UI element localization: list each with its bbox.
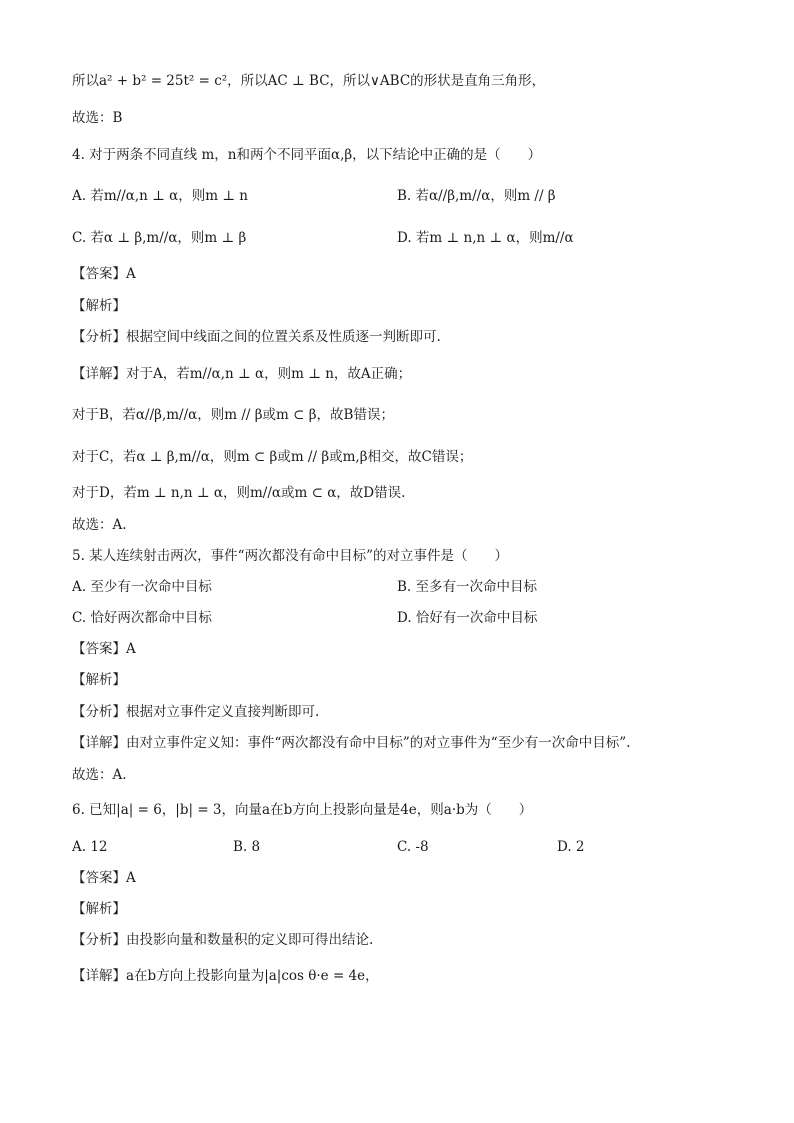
analysis-label: 【解析】	[72, 672, 126, 688]
detail-text: 【详解】a在b方向上投影向量为|a|cos θ·e = 4e，	[72, 968, 379, 984]
option-d: D. 2	[557, 839, 585, 855]
option-d: D. 若m ⊥ n,n ⊥ α，则m//α	[397, 230, 574, 246]
detail-text: 对于D，若m ⊥ n,n ⊥ α，则m//α或m ⊂ α，故D错误.	[72, 485, 406, 501]
question-5: 5. 某人连续射击两次，事件“两次都没有命中目标”的对立事件是（ ）	[72, 548, 508, 564]
option-a: A. 至少有一次命中目标	[72, 579, 212, 595]
option-c: C. 若α ⊥ β,m//α，则m ⊥ β	[72, 230, 247, 246]
detail-text: 【详解】对于A，若m//α,n ⊥ α，则m ⊥ n，故A正确；	[72, 366, 412, 382]
analysis-label: 【解析】	[72, 901, 126, 917]
detail-text: 【详解】由对立事件定义知：事件“两次都没有命中目标”的对立事件为“至少有一次命中目标”.	[72, 735, 631, 751]
option-c: C. -8	[397, 839, 429, 855]
analysis-label: 【解析】	[72, 298, 126, 314]
option-a: A. 12	[72, 839, 108, 855]
analysis-text: 【分析】根据对立事件定义直接判断即可.	[72, 704, 320, 720]
text-line: 所以a² + b² = 25t² = c²，所以AC ⊥ BC，所以∨ABC的形状是直角三角形，	[72, 73, 546, 89]
question-6: 6. 已知|a| = 6，|b| = 3，向量a在b方向上投影向量是4e，则a·b为（ ）	[72, 802, 533, 818]
answer-label: 【答案】A	[72, 641, 136, 657]
detail-text: 对于C，若α ⊥ β,m//α，则m ⊂ β或m // β或m,β相交，故C错误；	[72, 449, 473, 465]
analysis-text: 【分析】由投影向量和数量积的定义即可得出结论.	[72, 932, 374, 948]
option-b: B. 若α//β,m//α，则m // β	[397, 188, 556, 204]
option-d: D. 恰好有一次命中目标	[397, 610, 538, 626]
choice-line: 故选：A.	[72, 767, 127, 783]
option-c: C. 恰好两次都命中目标	[72, 610, 212, 626]
choice-line: 故选：A.	[72, 517, 127, 533]
answer-label: 【答案】A	[72, 266, 136, 282]
question-4: 4. 对于两条不同直线 m，n和两个不同平面α,β，以下结论中正确的是（ ）	[72, 147, 542, 163]
answer-label: 【答案】A	[72, 870, 136, 886]
option-b: B. 8	[233, 839, 261, 855]
option-b: B. 至多有一次命中目标	[397, 579, 538, 595]
analysis-text: 【分析】根据空间中线面之间的位置关系及性质逐一判断即可.	[72, 329, 441, 345]
detail-text: 对于B，若α//β,m//α，则m // β或m ⊂ β，故B错误；	[72, 407, 394, 423]
option-a: A. 若m//α,n ⊥ α，则m ⊥ n	[72, 188, 249, 204]
text-line: 故选：B	[72, 110, 123, 126]
